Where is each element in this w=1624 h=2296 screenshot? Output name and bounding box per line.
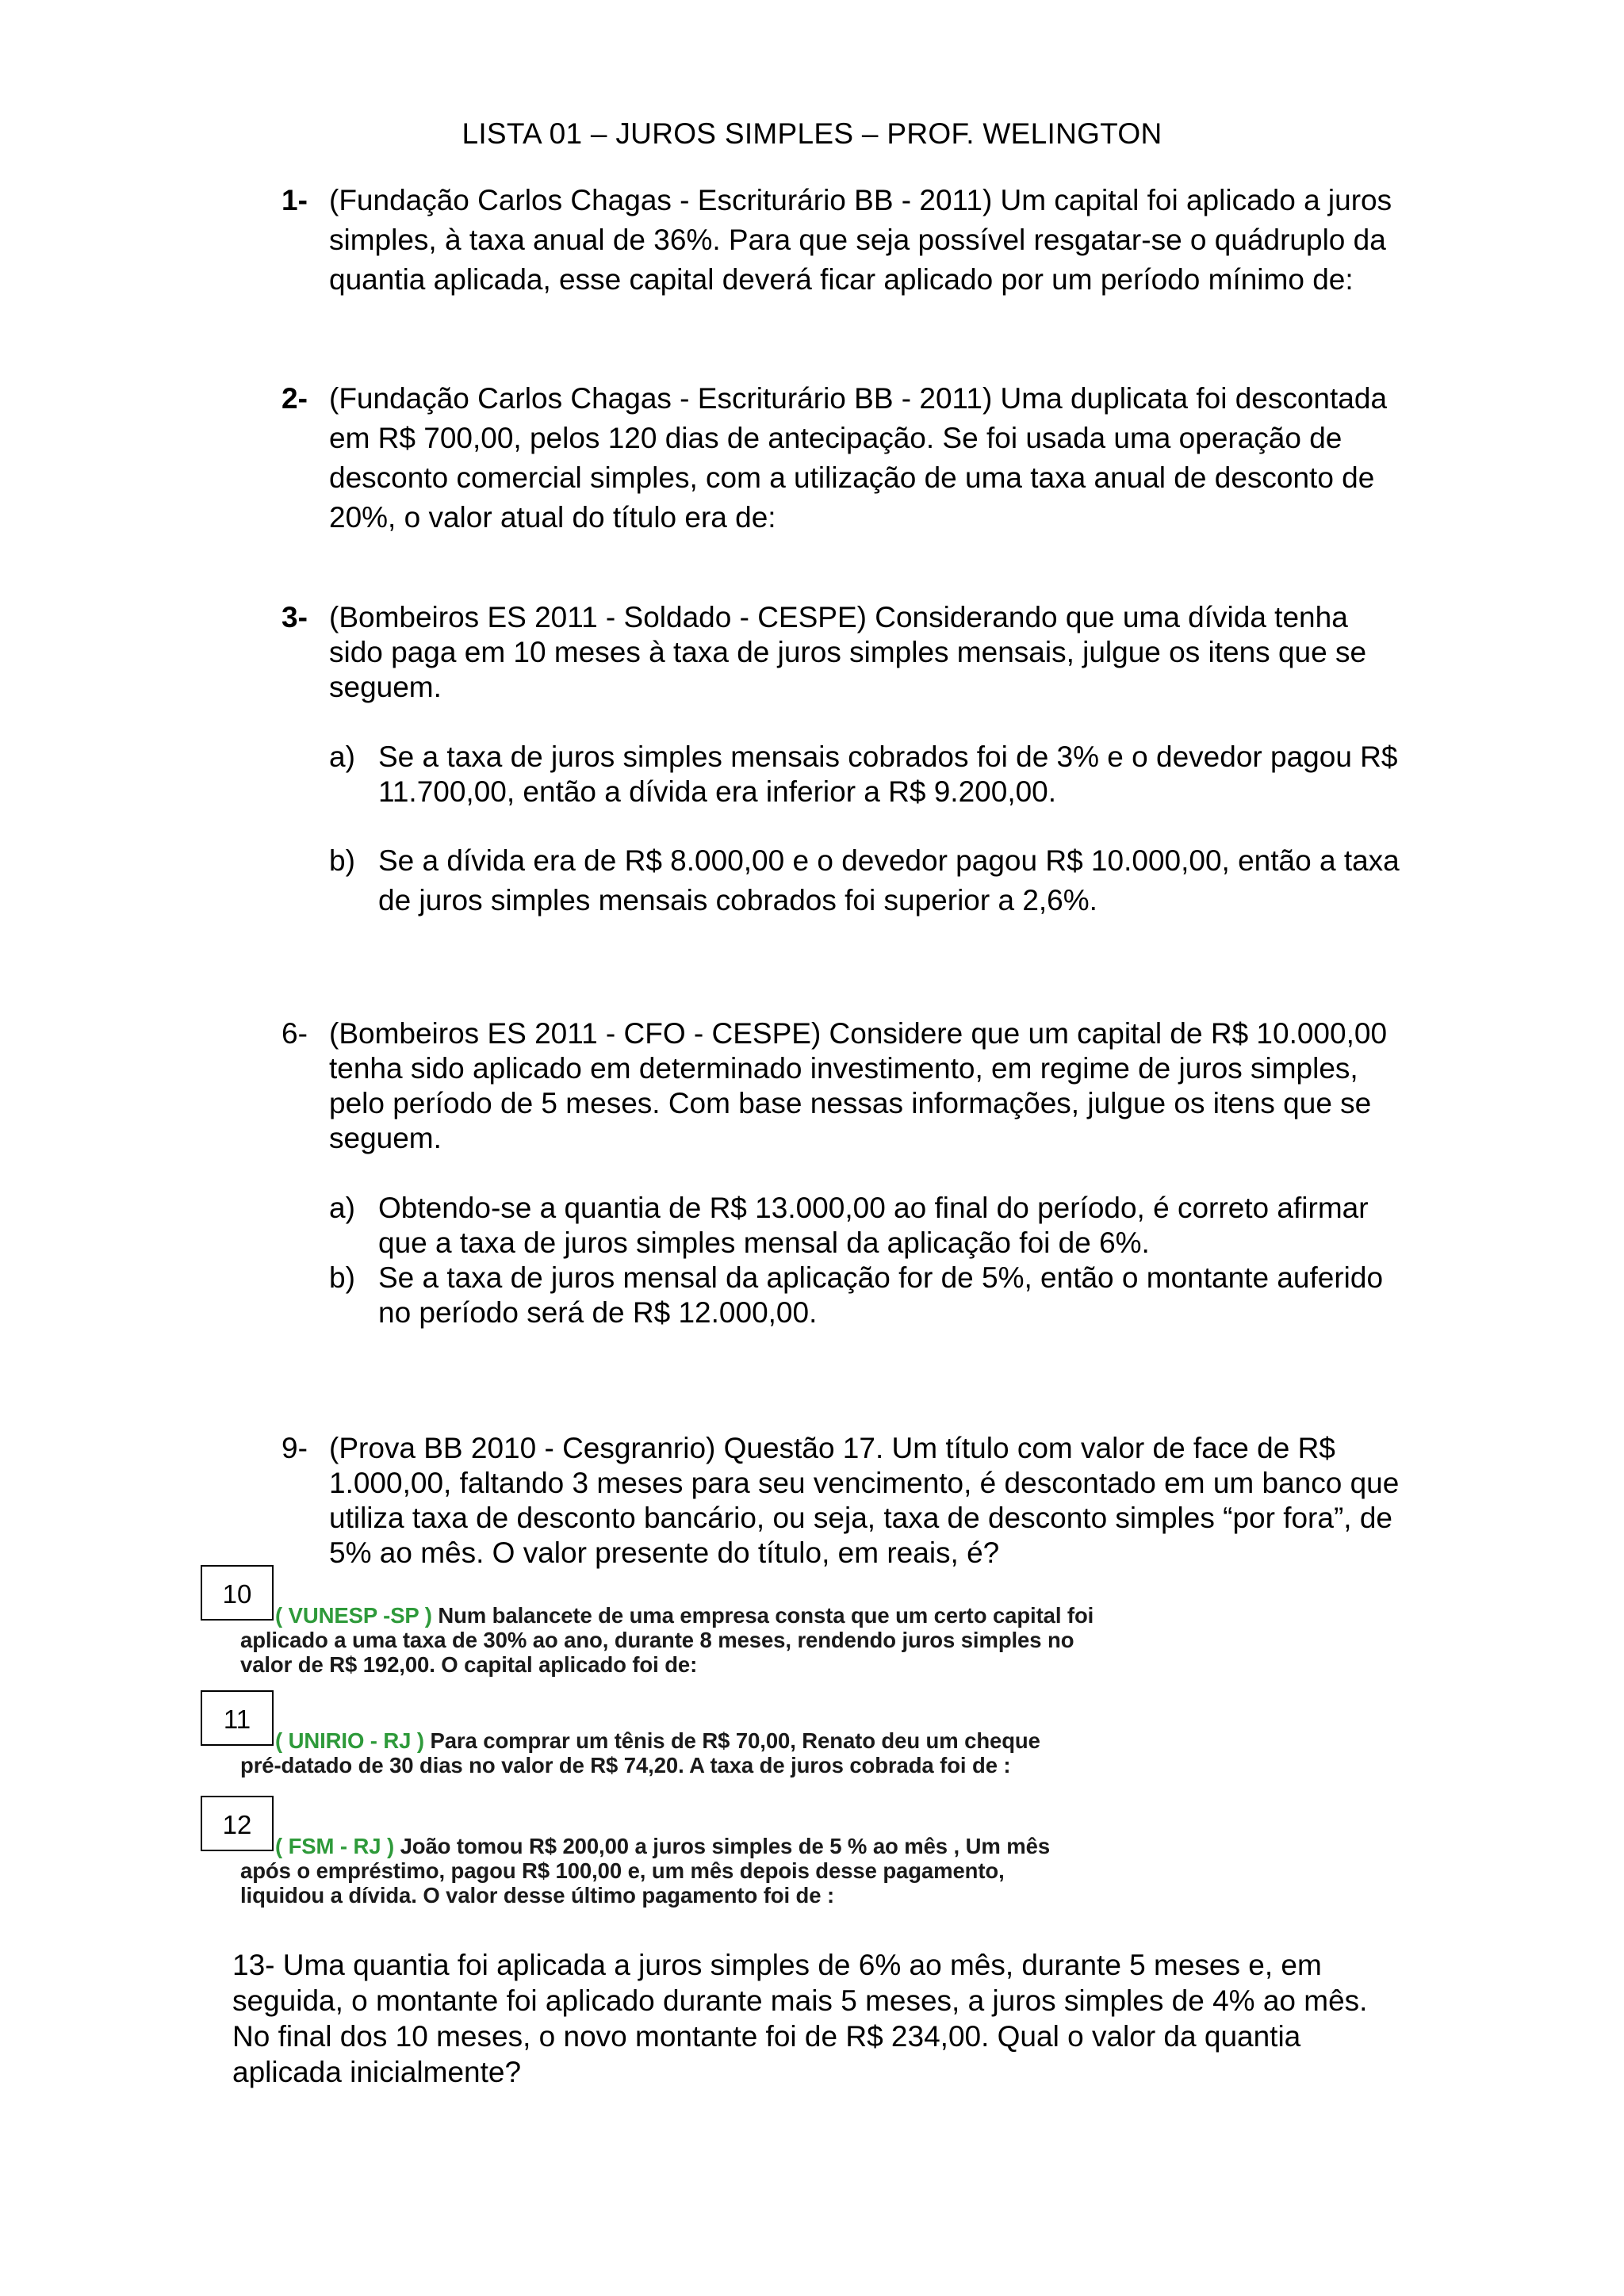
question-source: ( VUNESP -SP ) (275, 1603, 432, 1628)
question-number-box: 12 (201, 1796, 274, 1851)
question-11 (223, 1705, 1152, 1777)
question-number-box: 10 (201, 1565, 274, 1621)
question-text: ( UNIRIO - RJ ) Para comprar um tênis de R$ 70,00, Renato deu um cheque pré-datado de 30 dias no valor de R$ 74,20. A taxa de juros cobrada foi de : (240, 1728, 1040, 1777)
question-text: ( FSM - RJ ) João tomou R$ 200,00 a juros simples de 5 % ao mês , Um mês após o empréstimo, pagou R$ 100,00 e, um mês depois desse pagamento, liquidou a dívida. O valor desse último pagamento foi de : (240, 1834, 1051, 1908)
question-text: (Bombeiros ES 2011 - CFO - CESPE) Considere que um capital de R$ 10.000,00 tenha sido aplicado em determinado investimento, em regime de juros simples, pelo período de 5 meses. Com base nessas informações, julgue os itens que se seguem. (329, 1017, 1388, 1154)
item-text: Se a taxa de juros simples mensais cobrados foi de 3% e o devedor pagou R$ 11.700,00, então a dívida era inferior a R$ 9.200,00. (378, 740, 1398, 808)
question-text: (Bombeiros ES 2011 - Soldado - CESPE) Considerando que uma dívida tenha sido paga em 10 meses à taxa de juros simples mensais, julgue os itens que se seguem. (329, 601, 1367, 703)
question-number: 6- (282, 1017, 308, 1050)
question-number-box: 11 (201, 1690, 274, 1746)
item-label: a) (329, 1192, 355, 1224)
question-source: ( FSM - RJ ) (275, 1834, 395, 1858)
question-number: 1- (282, 184, 308, 216)
item-label: b) (329, 1261, 355, 1294)
question-9 (282, 1431, 1408, 1571)
answer-item (329, 1191, 1408, 1261)
question-1 (282, 181, 1408, 300)
question-12 (222, 1810, 1152, 1908)
question-number: 2- (282, 382, 308, 415)
question-text: (Fundação Carlos Chagas - Escriturário BB - 2011) Um capital foi aplicado a juros simples, à taxa anual de 36%. Para que seja possível resgatar-se o quádruplo da quantia aplicada, esse capital deverá ficar aplicado por um período mínimo de: (329, 184, 1392, 296)
question-text: (Fundação Carlos Chagas - Escriturário BB - 2011) Uma duplicata foi descontada em R$ 700,00, pelos 120 dias de antecipação. Se foi usada uma operação de desconto comercial simples, com a utilização de uma taxa anual de desconto de 20%, o valor atual do título era de: (329, 382, 1388, 534)
item-text: Obtendo-se a quantia de R$ 13.000,00 ao final do período, é correto afirmar que a taxa de juros simples mensal da aplicação foi de 6%. (378, 1192, 1369, 1259)
answer-item (329, 1261, 1408, 1330)
question-number: 9- (282, 1432, 308, 1464)
question-3 (282, 600, 1408, 920)
answer-item (329, 841, 1408, 920)
answer-item (329, 740, 1408, 809)
question-source: ( UNIRIO - RJ ) (275, 1728, 424, 1753)
question-text: (Prova BB 2010 - Cesgranrio) Questão 17. Um título com valor de face de R$ 1.000,00, faltando 3 meses para seu vencimento, é descontado em um banco que utiliza taxa de desconto bancário, ou seja, taxa de desconto simples “por fora”, de 5% ao mês. O valor presente do título, em reais, é? (329, 1432, 1400, 1569)
item-label: b) (329, 844, 355, 877)
page-title: LISTA 01 – JUROS SIMPLES – PROF. WELINGTON (462, 117, 1162, 150)
question-10 (222, 1579, 1152, 1677)
question-number: 3- (282, 601, 308, 633)
question-6 (282, 1016, 1408, 1330)
question-2 (282, 379, 1408, 538)
item-text: Se a taxa de juros mensal da aplicação for de 5%, então o montante auferido no período será de R$ 12.000,00. (378, 1261, 1384, 1329)
question-text: ( VUNESP -SP ) Num balancete de uma empresa consta que um certo capital foi aplicado a uma taxa de 30% ao ano, durante 8 meses, rendendo juros simples no valor de R$ 192,00. O capital aplicado foi de: (240, 1603, 1094, 1677)
item-label: a) (329, 740, 355, 773)
item-text: Se a dívida era de R$ 8.000,00 e o devedor pagou R$ 10.000,00, então a taxa de juros simples mensais cobrados foi superior a 2,6%. (378, 844, 1400, 916)
question-13: 13- Uma quantia foi aplicada a juros simples de 6% ao mês, durante 5 meses e, em seguida, o montante foi aplicado durante mais 5 meses, a juros simples de 4% ao mês. No final dos 10 meses, o novo montante foi de R$ 234,00. Qual o valor da quantia aplicada inicialmente? (232, 1949, 1368, 2088)
